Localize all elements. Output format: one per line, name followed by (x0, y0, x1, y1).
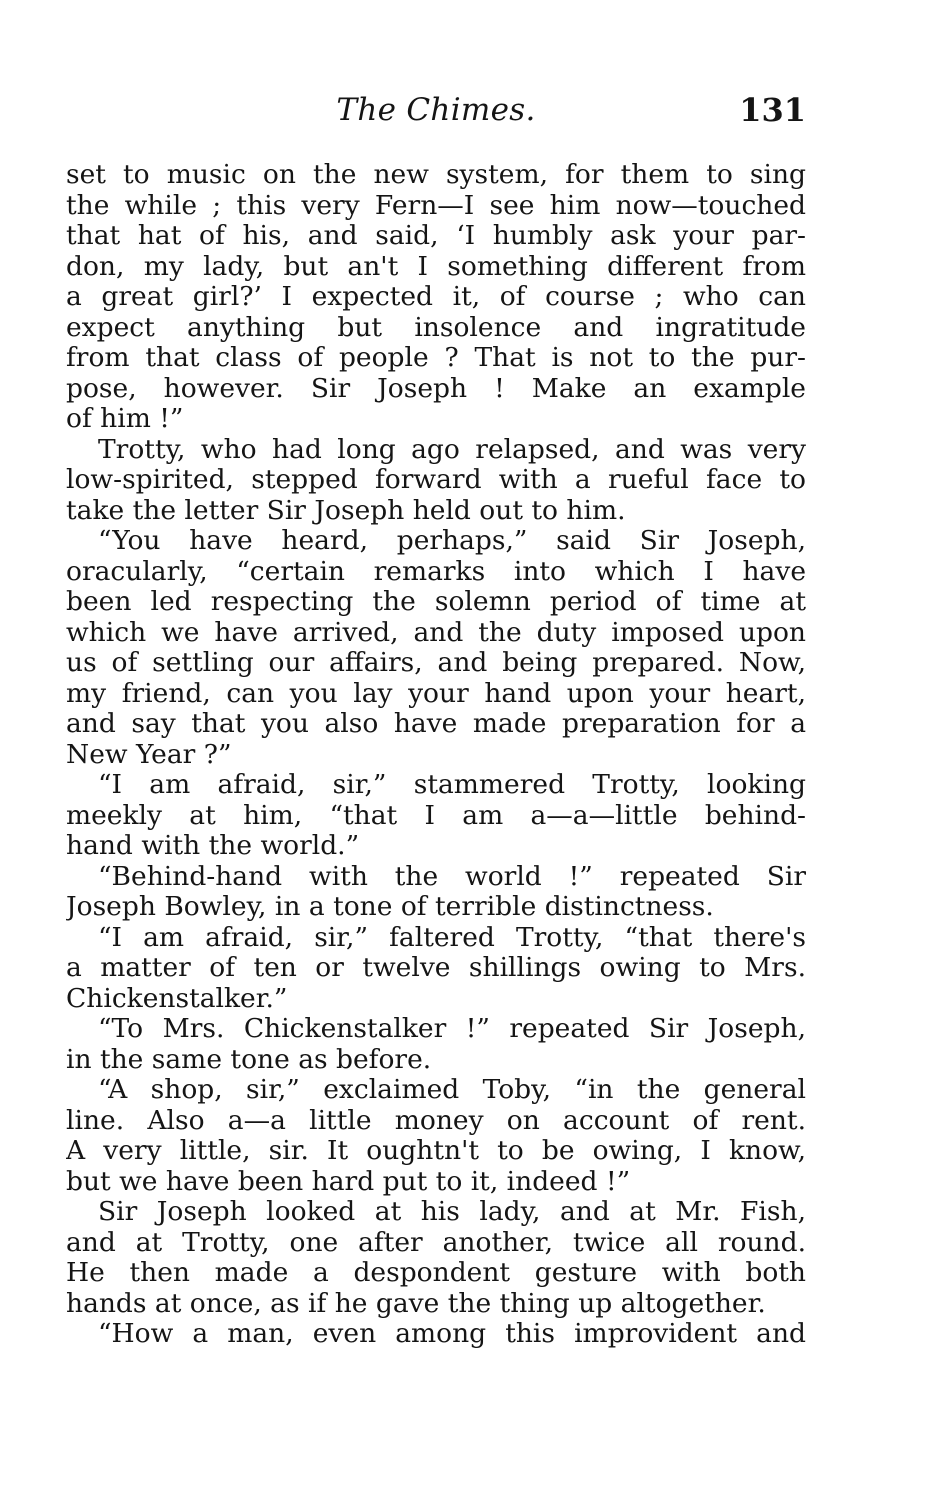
body-text (66, 160, 806, 1350)
paragraph-start-line: “I am afraid, sir,” faltered Trotty, “that there's (98, 922, 806, 953)
text-line: low-spirited, stepped forward with a rueful face to (66, 465, 806, 495)
text-line: in the same tone as before. (66, 1044, 432, 1075)
text-line: New Year ?” (66, 739, 232, 770)
text-line: been led respecting the solemn period of time at (66, 587, 806, 617)
text-line: oracularly, “certain remarks into which I have (66, 556, 806, 587)
text-line: line. Also a—a little money on account of rent. (66, 1105, 806, 1136)
paragraph-start-line: Sir Joseph looked at his lady, and at Mr. Fish, (98, 1197, 806, 1227)
text-line: my friend, can you lay your hand upon your heart, (66, 678, 806, 709)
text-line: take the letter Sir Joseph held out to him. (66, 495, 626, 526)
text-line: the while ; this very Fern—I see him now—touched (66, 190, 806, 221)
text-line: pose, however. Sir Joseph ! Make an example (66, 373, 806, 404)
text-line: set to music on the new system, for them to sing (66, 160, 806, 190)
text-line: and say that you also have made preparation for a (66, 709, 806, 739)
text-line: and at Trotty, one after another, twice all round. (66, 1227, 806, 1258)
running-title: The Chimes. (336, 92, 536, 128)
text-line: Chickenstalker.” (66, 983, 288, 1014)
text-line: A very little, sir. It oughtn't to be owing, I know, (66, 1136, 806, 1166)
text-line: He then made a despondent gesture with both (66, 1258, 806, 1288)
text-line: meekly at him, “that I am a—a—little behind- (66, 800, 806, 831)
text-line: that hat of his, and said, ‘I humbly ask your par- (66, 221, 806, 251)
text-line: a matter of ten or twelve shillings owing to Mrs. (66, 953, 806, 983)
paragraph-start-line: Trotty, who had long ago relapsed, and was very (98, 434, 806, 465)
text-line: hands at once, as if he gave the thing up altogether. (66, 1288, 766, 1319)
text-line: us of settling our affairs, and being prepared. Now, (66, 648, 806, 678)
text-line: which we have arrived, and the duty imposed upon (66, 617, 806, 648)
text-line: from that class of people ? That is not to the pur- (66, 343, 806, 373)
text-line: of him !” (66, 404, 184, 434)
running-head (66, 90, 806, 130)
text-line: don, my lady, but an't I something different from (66, 251, 806, 282)
text-line: hand with the world.” (66, 831, 360, 861)
paragraph-start-line: “How a man, even among this improvident and (98, 1319, 806, 1349)
text-line: but we have been hard put to it, indeed !” (66, 1166, 631, 1197)
paragraph-start-line: “Behind-hand with the world !” repeated Sir (98, 861, 806, 892)
paragraph-start-line: “I am afraid, sir,” stammered Trotty, looking (98, 770, 806, 800)
paragraph-start-line: “To Mrs. Chickenstalker !” repeated Sir Joseph, (98, 1014, 806, 1044)
page-number: 131 (739, 91, 806, 129)
paragraph-start-line: “A shop, sir,” exclaimed Toby, “in the general (98, 1075, 806, 1105)
text-line: a great girl?’ I expected it, of course ; who can (66, 282, 806, 312)
text-line: Joseph Bowley, in a tone of terrible distinctness. (66, 892, 714, 922)
text-line: expect anything but insolence and ingratitude (66, 312, 806, 343)
paragraph-start-line: “You have heard, perhaps,” said Sir Joseph, (98, 526, 806, 556)
